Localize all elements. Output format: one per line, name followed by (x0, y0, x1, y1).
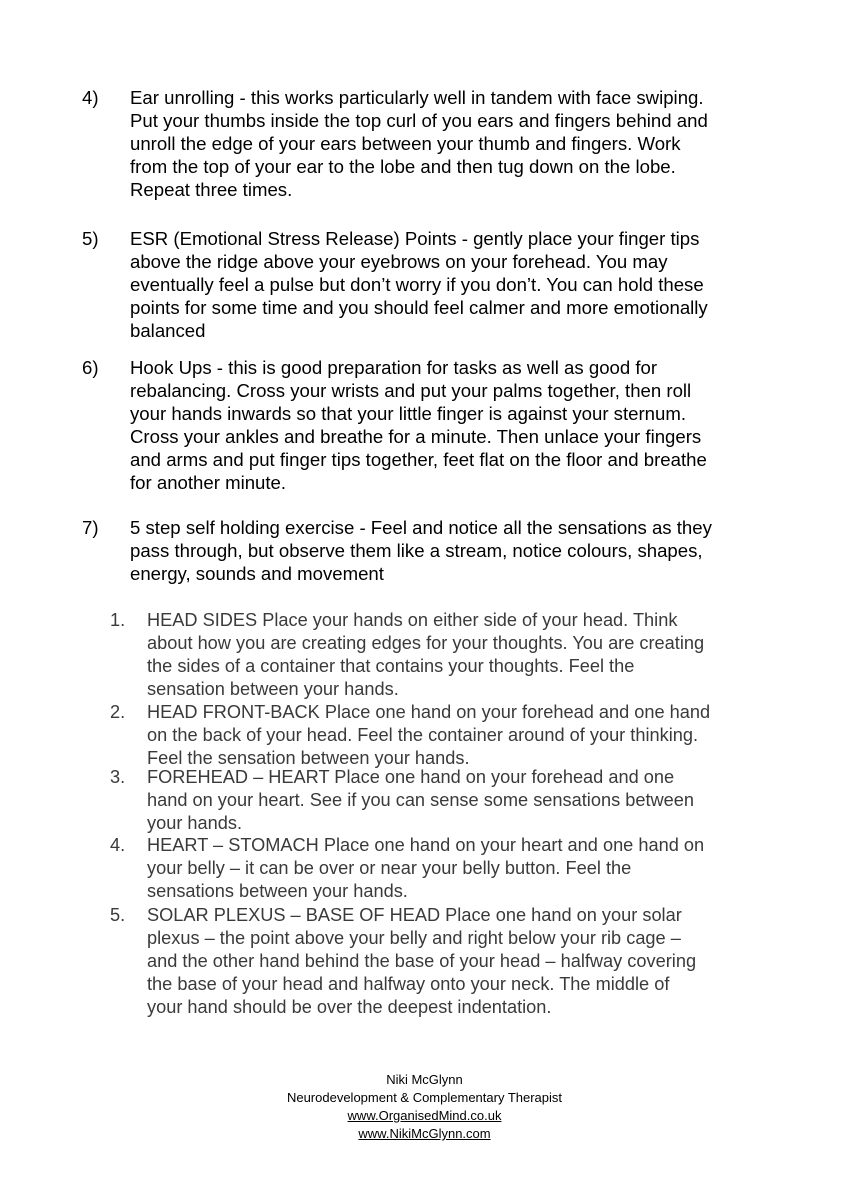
step-text: SOLAR PLEXUS – BASE OF HEAD Place one hand on your solar plexus – the point above your belly and right below your rib cage – and the other hand behind the base of your head – halfway covering the base of your head and halfway onto your neck. The middle of your hand should be over the deepest indentation. (147, 905, 697, 1017)
step-number: 2. (110, 702, 126, 722)
step-text: HEART – STOMACH Place one hand on your heart and one hand on your belly – it can be over or near your belly button. Feel the sensations between your hands. (147, 835, 705, 901)
item-text: ESR (Emotional Stress Release) Points - gently place your finger tips above the ridge above your eyebrows on your forehead. You may eventually feel a pulse but don’t worry if you don’t. You can hold these points for some time and you should feel calmer and more emotionally balanced (130, 228, 708, 341)
website-link-organisedmind[interactable]: www.OrganisedMind.co.uk (347, 1108, 502, 1123)
step-number: 5. (110, 905, 126, 925)
author-name: Niki McGlynn (386, 1072, 463, 1087)
item-number: 5) (82, 228, 99, 249)
item-number: 6) (82, 357, 99, 378)
website-link-nikimcglynn[interactable]: www.NikiMcGlynn.com (358, 1126, 491, 1141)
step-text: HEAD SIDES Place your hands on either side of your head. Think about how you are creating edges for your thoughts. You are creating the sides of a container that contains your thoughts. Feel the sensation between your hands. (147, 610, 705, 699)
step-number: 4. (110, 835, 126, 855)
item-text: Ear unrolling - this works particularly well in tandem with face swiping. Put your thumbs inside the top curl of you ears and fingers behind and unroll the edge of your ears between your thumb and fingers. Work from the top of your ear to the lobe and then tug down on the lobe. Repeat three times. (130, 87, 708, 200)
step-text: HEAD FRONT-BACK Place one hand on your forehead and one hand on the back of your head. Feel the container around of your thinking. Feel the sensation between your hands. (147, 702, 711, 768)
step-text: FOREHEAD – HEART Place one hand on your forehead and one hand on your heart. See if you can sense some sensations between your hands. (147, 767, 694, 833)
footer (0, 1071, 849, 1143)
step-number: 3. (110, 767, 126, 787)
item-text: Hook Ups - this is good preparation for tasks as well as good for rebalancing. Cross your wrists and put your palms together, then roll your hands inwards so that your little finger is against your sternum. Cross your ankles and breathe for a minute. Then unlace your fingers and arms and put finger tips together, feet flat on the floor and breathe for another minute. (130, 357, 707, 493)
item-number: 7) (82, 517, 99, 538)
item-number: 4) (82, 87, 99, 108)
item-text: 5 step self holding exercise - Feel and notice all the sensations as they pass through, but observe them like a stream, notice colours, shapes, energy, sounds and movement (130, 517, 712, 584)
author-role: Neurodevelopment & Complementary Therapist (286, 1090, 563, 1105)
step-number: 1. (110, 610, 126, 630)
